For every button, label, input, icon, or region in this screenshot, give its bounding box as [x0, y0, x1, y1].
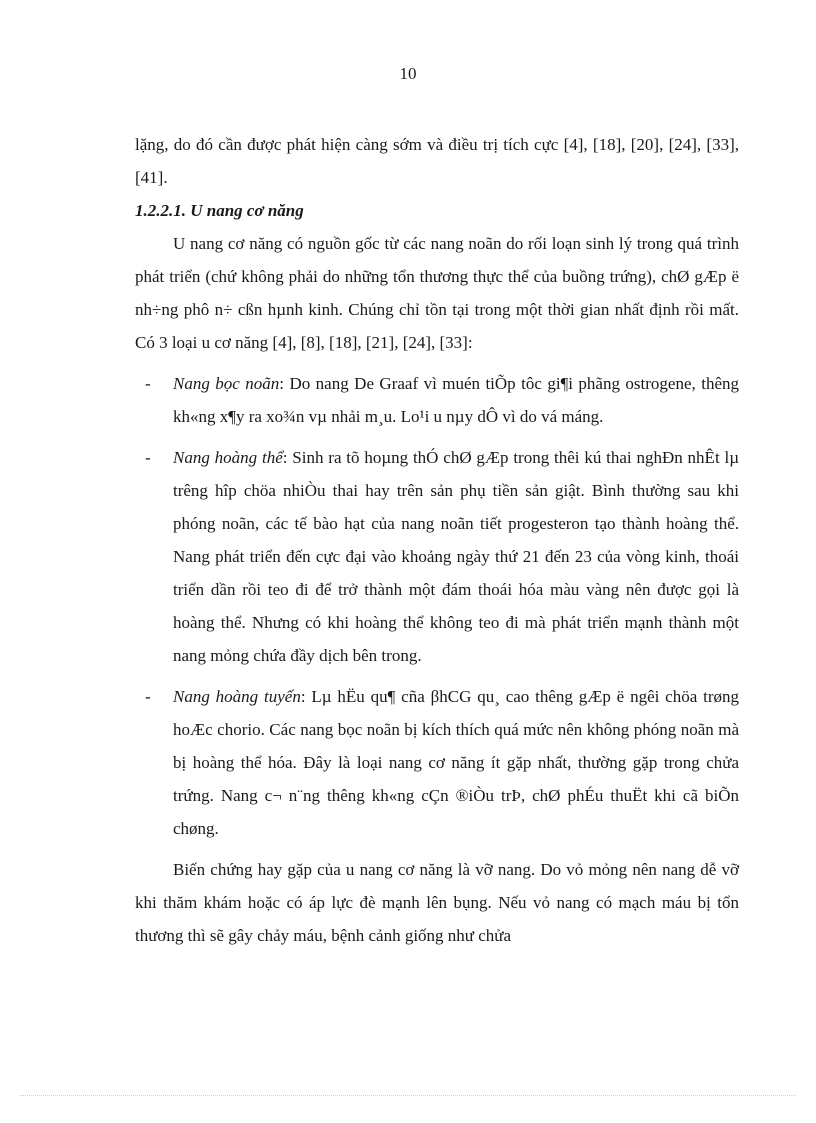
list-item [135, 680, 739, 845]
list-item-description: : Do nang De Graaf vì muén tiÕp tôc gi¶i phãng ostrogene, thêng kh«ng x¶y ra xo¾n vµ nhải m¸u. Lo¹i u nµy dÔ vì do vá máng. [173, 374, 739, 426]
list-bullet: - [145, 448, 151, 467]
list-item-description: : Lµ hËu qu¶ cña βhCG qu¸ cao thêng gÆp ë ngêi chöa trøng hoÆc chorio. Các nang bọc noãn bị kích thích quá mức nên không phóng noãn mà bị hoàng thể hóa. Đây là loại nang cơ năng ít gặp nhất, thường gặp trong chửa trứng. Nang c¬ n¨ng thêng kh«ng cÇn ®iÒu trÞ, chØ phÉu thuËt khi cã biÕn chøng. [173, 687, 739, 838]
page-bottom-divider [20, 1095, 796, 1096]
list-item-text [173, 680, 739, 845]
list-item [135, 367, 739, 433]
document-body [135, 128, 739, 952]
list-item [135, 441, 739, 672]
list-bullet: - [145, 374, 151, 393]
list-item-description: : Sinh ra tõ hoµng thÓ chØ gÆp trong thêi kú thai nghÐn nhÊt lµ trêng hîp chöa nhiÒu thai hay trên sản phụ tiền sản giật. Bình thường sau khi phóng noãn, các tế bào hạt của nang noãn tiết progesteron tạo thành hoàng thể. Nang phát triển đến cực đại vào khoảng ngày thứ 21 đến 23 của vòng kinh, thoái triển dần rồi teo đi để trở thành một đám thoái hóa màu vàng nên được gọi là hoàng thể. Nhưng có khi hoàng thể không teo đi mà phát triển mạnh thành một nang mỏng chứa đầy dịch bên trong. [173, 448, 739, 665]
list-item-term: Nang hoàng tuyến [173, 687, 301, 706]
list-item-term: Nang bọc noãn [173, 374, 280, 393]
section-paragraph: U nang cơ năng có nguồn gốc từ các nang noãn do rối loạn sinh lý trong quá trình phát triển (chứ không phải do những tổn thương thực thể của buồng trứng), chØ gÆp ë nh÷ng phô n÷ cßn hµnh kinh. Chúng chỉ tồn tại trong một thời gian nhất định rồi mất. Có 3 loại u cơ năng [4], [8], [18], [21], [24], [33]: [135, 234, 739, 352]
list-item-text [173, 441, 739, 672]
closing-paragraph: Biến chứng hay gặp của u nang cơ năng là vỡ nang. Do vỏ mỏng nên nang dễ vỡ khi thăm khám hoặc có áp lực đè mạnh lên bụng. Nếu vỏ nang có mạch máu bị tổn thương thì sẽ gây chảy máu, bệnh cảnh giống như chửa [135, 860, 739, 945]
intro-paragraph: lặng, do đó cần được phát hiện càng sớm và điều trị tích cực [4], [18], [20], [24], [33], [41]. [135, 135, 739, 187]
page-number: 10 [399, 64, 417, 83]
list-bullet: - [145, 687, 151, 706]
section-heading: 1.2.2.1. U nang cơ năng [135, 201, 304, 220]
list-item-text [173, 367, 739, 433]
cyst-type-list [135, 367, 739, 845]
list-item-term: Nang hoàng thể [173, 448, 283, 467]
